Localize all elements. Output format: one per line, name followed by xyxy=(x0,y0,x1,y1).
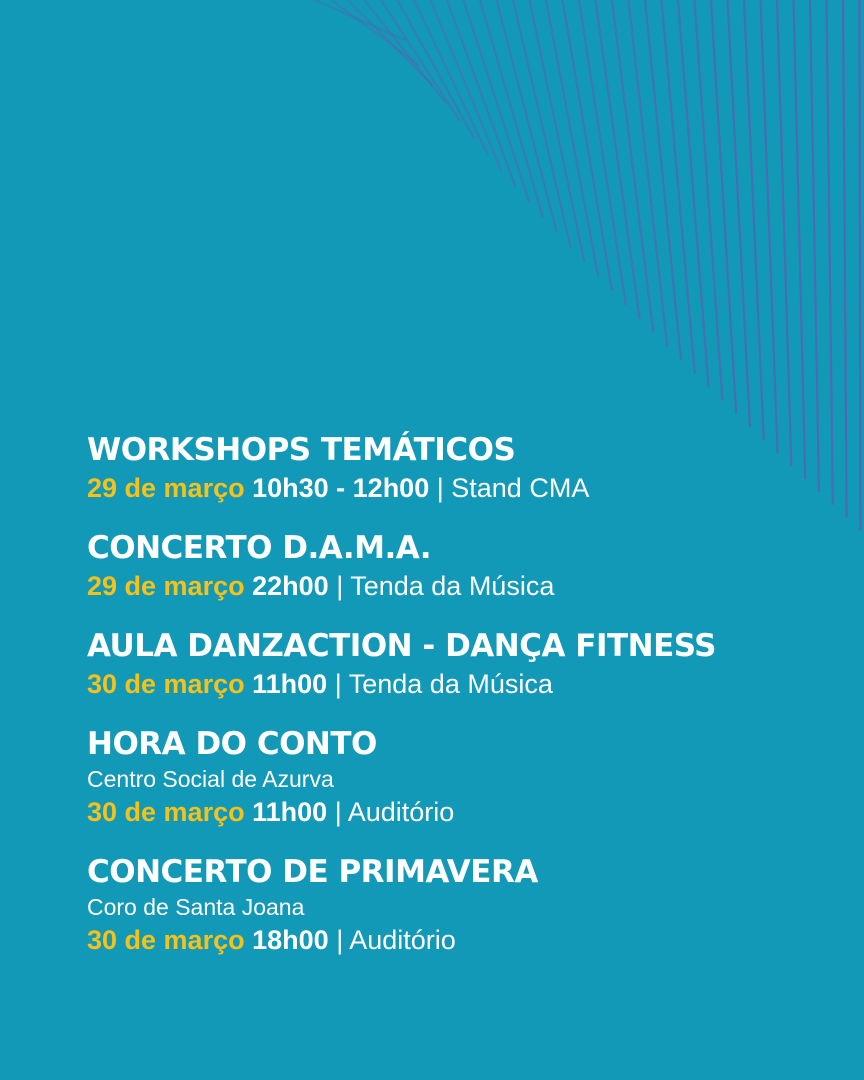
event-subtitle: Coro de Santa Joana xyxy=(87,894,305,920)
decorative-stripe xyxy=(827,0,833,505)
event-concerto-primavera xyxy=(87,852,847,958)
event-list xyxy=(87,430,847,958)
event-time: 11h00 xyxy=(252,797,328,827)
decorative-stripe xyxy=(711,0,736,414)
event-subtitle: Centro Social de Azurva xyxy=(87,766,334,792)
event-schedule xyxy=(87,666,847,702)
event-aula-danzaction xyxy=(87,626,847,702)
event-title: AULA DANZACTION - DANÇA FITNESS xyxy=(87,628,717,664)
decorative-stripe xyxy=(662,0,695,374)
event-title: WORKSHOPS TEMÁTICOS xyxy=(87,432,516,468)
event-date: 30 de março xyxy=(87,669,245,699)
event-title: HORA DO CONTO xyxy=(87,726,377,762)
event-time: 18h00 xyxy=(252,925,329,955)
event-place: Auditório xyxy=(349,925,456,955)
event-title: CONCERTO D.A.M.A. xyxy=(87,530,432,566)
event-time: 22h00 xyxy=(252,571,329,601)
event-date: 30 de março xyxy=(87,797,245,827)
event-date: 29 de março xyxy=(87,571,245,601)
event-time: 11h00 xyxy=(252,669,328,699)
event-date: 30 de março xyxy=(87,925,245,955)
separator: | xyxy=(336,925,344,955)
event-hora-do-conto xyxy=(87,724,847,830)
decorative-stripe xyxy=(810,0,819,492)
event-time: 10h30 - 12h00 xyxy=(252,473,430,503)
decorative-stripe xyxy=(480,0,543,218)
event-workshops xyxy=(87,430,847,506)
event-place: Auditório xyxy=(347,797,455,827)
event-schedule xyxy=(87,922,847,958)
decorative-stripe xyxy=(794,0,806,479)
decorative-stripe xyxy=(332,0,419,65)
decorative-stripe xyxy=(777,0,791,466)
decorative-stripe xyxy=(381,0,460,122)
decorative-stripe xyxy=(761,0,778,453)
decorative-stripe xyxy=(546,0,598,276)
decorative-stripe xyxy=(678,0,709,387)
event-title: CONCERTO DE PRIMAVERA xyxy=(87,854,538,890)
decorative-stripe xyxy=(860,0,861,530)
event-place: Tenda da Música xyxy=(348,669,553,699)
event-concerto-dama xyxy=(87,528,847,604)
decorative-stripe xyxy=(695,0,723,401)
decorative-stripe xyxy=(447,0,515,187)
event-place: Stand CMA xyxy=(451,473,590,503)
event-date: 29 de março xyxy=(87,473,245,503)
event-schedule xyxy=(87,568,847,604)
separator: | xyxy=(334,669,342,699)
event-schedule xyxy=(87,794,847,830)
separator: | xyxy=(334,797,342,827)
event-place: Tenda da Música xyxy=(350,571,555,601)
separator: | xyxy=(436,473,444,503)
event-schedule xyxy=(87,470,847,506)
separator: | xyxy=(336,571,344,601)
decorative-stripe xyxy=(530,0,585,262)
decorative-stripe xyxy=(398,0,475,139)
